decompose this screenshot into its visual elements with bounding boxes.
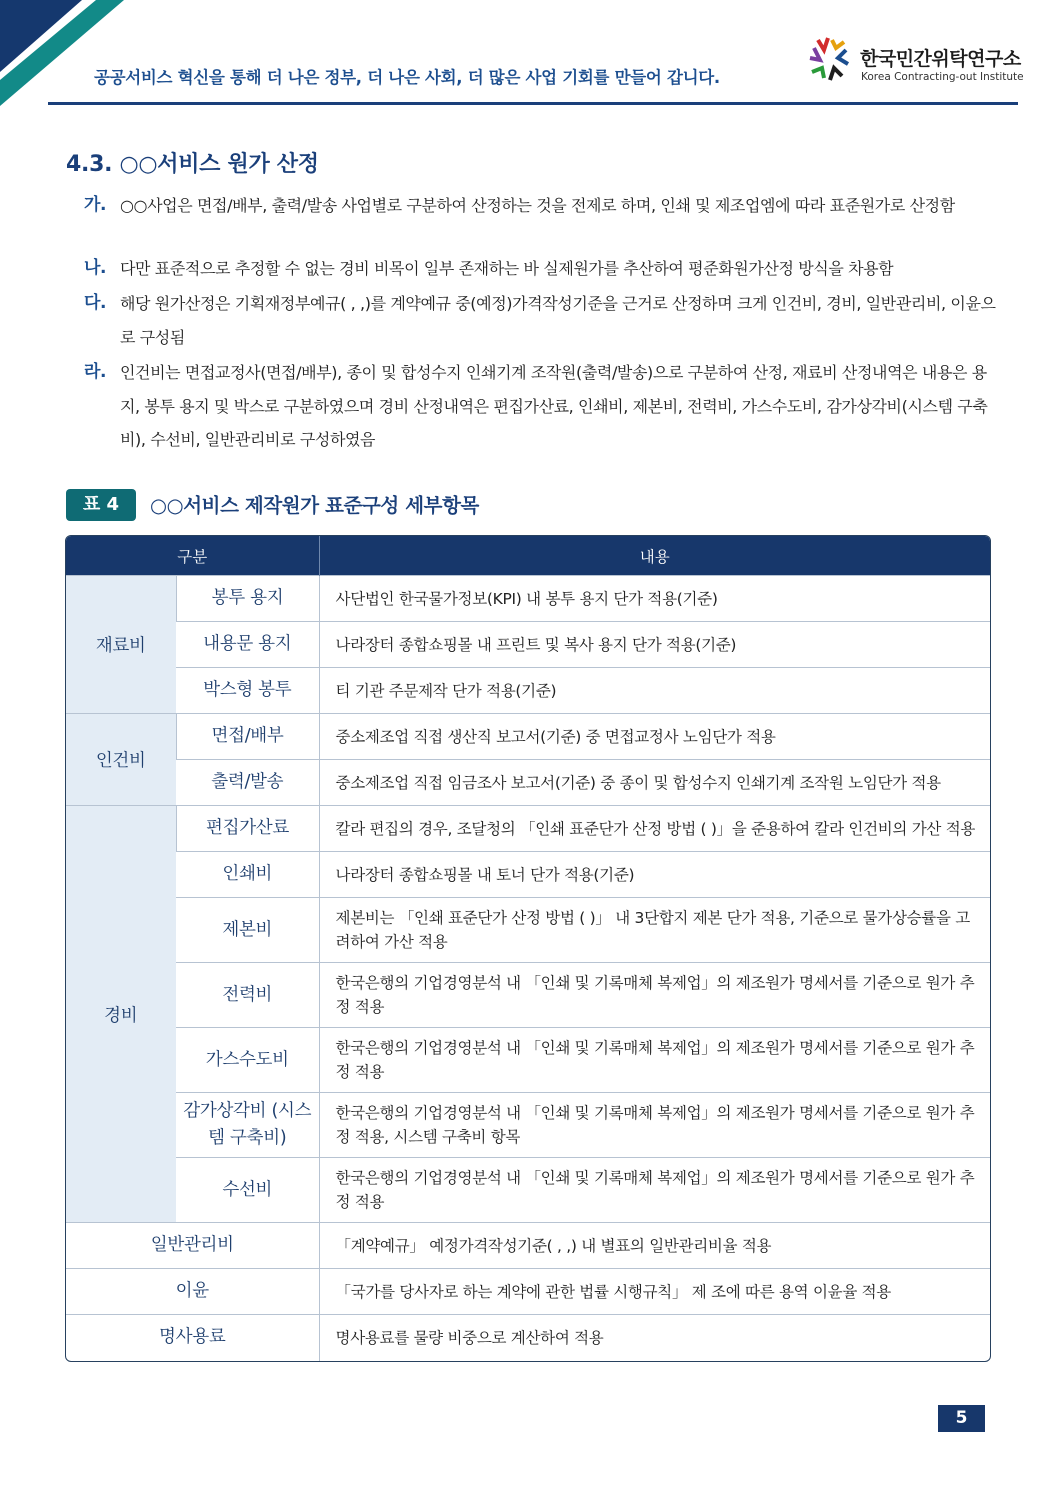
row-content: 중소제조업 직접 임금조사 보고서(기준) 중 종이 및 합성수지 인쇄기계 조작원 노임단가 적용 [319,760,990,806]
paragraph-text: 인건비는 면접교정사(면접/배부), 종이 및 합성수지 인쇄기계 조작원(출력/발송)으로 구분하여 산정, 재료비 산정내역은 내용은 용지, 봉투 용지 및 박스로 구분하였으며 경비 산정내역은 편집가산료, 인쇄비, 제본비, 전력비, 가스수도비, 감가상각비(시스템 구축비), 수선비, 일반관리비로 구성하였음 [120,363,988,449]
paragraph-marker: 라. [84,362,107,382]
category-materials: 재료비 [66,576,176,714]
paragraph-text: 다만 표준적으로 추정할 수 없는 경비 비목이 일부 존재하는 바 실제원가를 추산하여 평준화원가산정 방식을 차용함 [120,259,894,278]
table-row [66,1315,990,1361]
table-row [66,1158,990,1223]
row-item: 가스수도비 [176,1028,319,1093]
row-content: 「계약예규」 예정가격작성기준( , ,) 내 별표의 일반관리비율 적용 [319,1223,990,1269]
paragraph-text: ○○사업은 면접/배부, 출력/발송 사업별로 구분하여 산정하는 것을 전제로 하며, 인쇄 및 제조업엠에 따라 표준원가로 산정함 [120,196,955,215]
row-item: 인쇄비 [176,852,319,898]
table-row [66,852,990,898]
row-content: 나라장터 종합쇼핑몰 내 프린트 및 복사 용지 단가 적용(기준) [319,622,990,668]
table-row [66,806,990,852]
row-content: 제본비는 「인쇄 표준단가 산정 방법 ( )」 내 3단합지 제본 단가 적용, 기준으로 물가상승률을 고려하여 가산 적용 [319,898,990,963]
row-item: 명사용료 [66,1315,319,1361]
table-title: ○○서비스 제작원가 표준구성 세부항목 [150,494,479,517]
row-item: 일반관리비 [66,1223,319,1269]
header-slogan: 공공서비스 혁신을 통해 더 나은 정부, 더 나은 사회, 더 많은 사업 기회를 만들어 갑니다. [94,68,720,87]
table-badge: 표 4 [66,489,136,521]
row-item: 편집가산료 [176,806,319,852]
paragraph-marker: 다. [84,293,107,313]
paragraph-ra [84,356,1004,457]
row-content: 나라장터 종합쇼핑몰 내 토너 단가 적용(기준) [319,852,990,898]
table-row [66,622,990,668]
row-item: 감가상각비 (시스템 구축비) [176,1093,319,1158]
table-row [66,1269,990,1315]
row-item: 면접/배부 [176,714,319,760]
logo-name: 한국민간위탁연구소 [860,48,1021,70]
table-row [66,1093,990,1158]
paragraph-marker: 나. [84,258,107,278]
row-content: 사단법인 한국물가정보(KPI) 내 봉투 용지 단가 적용(기준) [319,576,990,622]
row-item: 이윤 [66,1269,319,1315]
row-content: 칼라 편집의 경우, 조달청의 「인쇄 표준단가 산정 방법 ( )」을 준용하여 칼라 인건비의 가산 적용 [319,806,990,852]
table-row [66,1028,990,1093]
row-content: 중소제조업 직접 생산직 보고서(기준) 중 면접교정사 노임단가 적용 [319,714,990,760]
row-item: 전력비 [176,963,319,1028]
paragraph-ga [84,189,1004,223]
row-content: 한국은행의 기업경영분석 내 「인쇄 및 기록매체 복제업」의 제조원가 명세서를 기준으로 원가 추정 적용 [319,1028,990,1093]
row-content: 한국은행의 기업경영분석 내 「인쇄 및 기록매체 복제업」의 제조원가 명세서를 기준으로 원가 추정 적용 [319,963,990,1028]
logo-mark-icon [806,36,854,86]
corner-decoration [0,0,140,110]
table-row [66,963,990,1028]
header-divider [48,102,1018,105]
table-row [66,714,990,760]
row-item: 수선비 [176,1158,319,1223]
table-row [66,898,990,963]
row-item: 내용문 용지 [176,622,319,668]
row-item: 제본비 [176,898,319,963]
table-header-row [66,536,990,576]
page-number: 5 [938,1405,985,1432]
row-content: 티 기관 주문제작 단가 적용(기준) [319,668,990,714]
logo-subtitle: Korea Contracting-out Institute [861,71,1024,83]
header-category: 구분 [66,536,319,576]
table-row [66,760,990,806]
paragraph-na [84,252,1004,286]
category-labor: 인건비 [66,714,176,806]
paragraph-text: 해당 원가산정은 기획재정부예규( , ,)를 계약예규 중(예정)가격작성기준을 근거로 산정하며 크게 인건비, 경비, 일반관리비, 이윤으로 구성됨 [120,294,996,347]
table-row [66,1223,990,1269]
table-row [66,576,990,622]
row-content: 한국은행의 기업경영분석 내 「인쇄 및 기록매체 복제업」의 제조원가 명세서를 기준으로 원가 추정 적용, 시스템 구축비 항목 [319,1093,990,1158]
row-content: 한국은행의 기업경영분석 내 「인쇄 및 기록매체 복제업」의 제조원가 명세서를 기준으로 원가 추정 적용 [319,1158,990,1223]
cost-breakdown-table [65,535,991,1362]
header-content: 내용 [319,536,990,576]
paragraph-marker: 가. [84,195,107,215]
paragraph-da [84,287,1004,354]
institute-logo [806,36,1026,88]
row-item: 박스형 봉투 [176,668,319,714]
row-content: 「국가를 당사자로 하는 계약에 관한 법률 시행규칙」 제 조에 따른 용역 이윤율 적용 [319,1269,990,1315]
category-expense: 경비 [66,806,176,1223]
row-item: 출력/발송 [176,760,319,806]
row-item: 봉투 용지 [176,576,319,622]
section-title: 4.3. ○○서비스 원가 산정 [66,152,319,177]
table-row [66,668,990,714]
row-content: 명사용료를 물량 비중으로 계산하여 적용 [319,1315,990,1361]
